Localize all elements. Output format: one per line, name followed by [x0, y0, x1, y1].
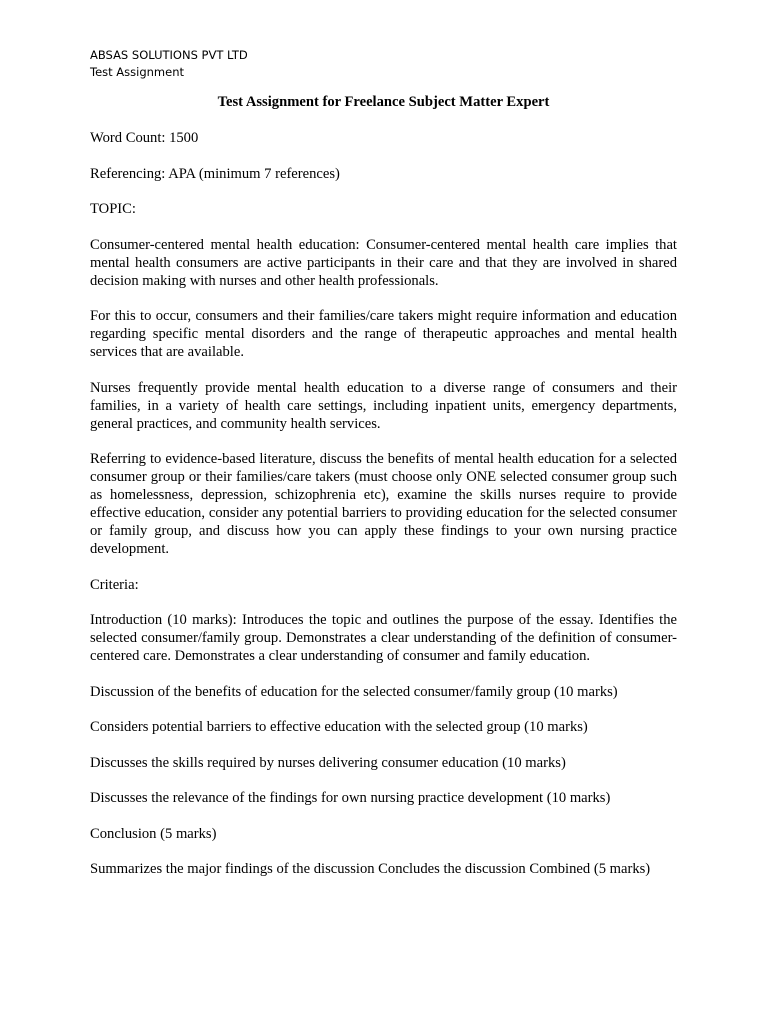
- referencing: Referencing: APA (minimum 7 references): [90, 165, 340, 182]
- criteria-item: Conclusion (5 marks): [90, 825, 217, 842]
- topic-label: TOPIC:: [90, 201, 136, 217]
- page-header: [90, 47, 248, 81]
- header-subtitle: Test Assignment: [90, 65, 185, 79]
- criteria-item: Summarizes the major findings of the discussion Concludes the discussion Combined (5 marks): [90, 861, 651, 877]
- criteria-item: Discusses the skills required by nurses delivering consumer education (10 marks): [90, 754, 566, 771]
- criteria-item: Introduction (10 marks): Introduces the topic and outlines the purpose of the essay. Identifies the selected consumer/family group. Demonstrates a clear understanding of the definition of consumer-centered care. Demonstrates a clear understanding of consumer and family education.: [90, 612, 677, 664]
- word-count: Word Count: 1500: [90, 130, 199, 146]
- paragraph: Consumer-centered mental health education: Consumer-centered mental health care implies that mental health consumers are active participants in their care and that they are involved in shared decision making with nurses and other health professionals.: [90, 236, 677, 289]
- company-name: ABSAS SOLUTIONS PVT LTD: [90, 48, 248, 62]
- paragraph: For this to occur, consumers and their families/care takers might require information and education regarding specific mental disorders and the range of therapeutic approaches and mental health services that are available.: [90, 308, 677, 360]
- criteria-item: Discussion of the benefits of education for the selected consumer/family group (10 marks): [90, 683, 618, 700]
- criteria-label: Criteria:: [90, 576, 139, 593]
- criteria-item: Considers potential barriers to effective education with the selected group (10 marks): [90, 719, 588, 735]
- criteria-item: Discusses the relevance of the findings for own nursing practice development (10 marks): [90, 790, 611, 806]
- document-body: [90, 93, 677, 896]
- paragraph: Referring to evidence-based literature, discuss the benefits of mental health education for a selected consumer group or their families/care takers (must choose only ONE selected consumer group such as homelessness, depression, schizophrenia etc), examine the skills nurses require to provide effective education, consider any potential barriers to providing education for the selected consumer or family group, and discuss how you can apply these findings to your own nursing practice development.: [90, 451, 677, 557]
- document-title: Test Assignment for Freelance Subject Matter Expert: [217, 94, 550, 110]
- paragraph: Nurses frequently provide mental health education to a diverse range of consumers and their families, in a variety of health care settings, including inpatient units, emergency departments, general practices, and community health services.: [90, 379, 677, 432]
